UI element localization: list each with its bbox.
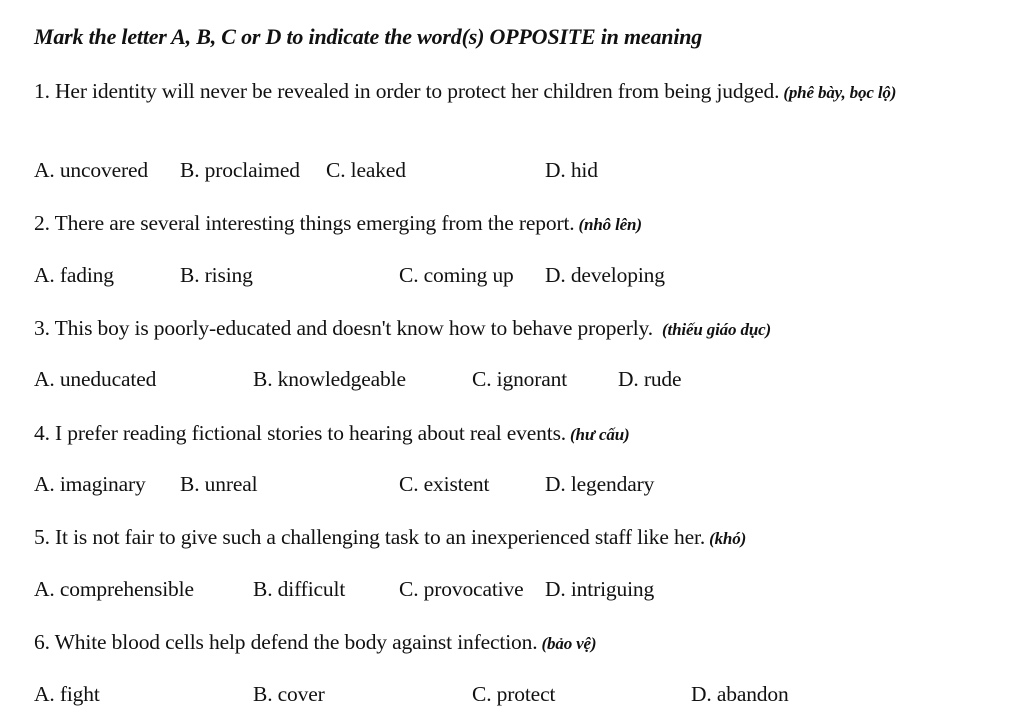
question-3 (34, 315, 771, 343)
q4-option-b: B. unreal (180, 472, 258, 496)
q1-option-a: A. uncovered (34, 158, 149, 182)
q6-option-a: A. fight (34, 682, 100, 706)
q4-option-d: D. legendary (545, 472, 655, 496)
instruction-heading: Mark the letter A, B, C or D to indicate the word(s) OPPOSITE in meaning (34, 24, 703, 49)
q2-option-d: D. developing (545, 263, 665, 287)
q3-option-a: A. uneducated (34, 367, 157, 391)
q5-option-b: B. difficult (253, 577, 346, 601)
q1-option-d: D. hid (545, 158, 598, 182)
q4-option-a: A. imaginary (34, 472, 146, 496)
question-4 (34, 420, 630, 448)
question-1 (34, 78, 1019, 106)
question-6-hint: (bảo vệ) (541, 634, 597, 653)
q2-option-c: C. coming up (399, 263, 514, 287)
q5-option-c: C. provocative (399, 577, 524, 601)
question-4-text: 4. I prefer reading fictional stories to hearing about real events. (34, 421, 567, 445)
question-5-hint: (khó) (709, 529, 747, 548)
q6-option-b: B. cover (253, 682, 325, 706)
question-1-text: 1. Her identity will never be revealed in order to protect her children from being judged. (34, 79, 780, 103)
question-3-hint: (thiếu giáo dục) (661, 320, 772, 339)
q3-option-c: C. ignorant (472, 367, 568, 391)
question-4-hint: (hư cấu) (570, 425, 630, 444)
q5-option-a: A. comprehensible (34, 577, 194, 601)
question-3-text: 3. This boy is poorly-educated and doesn't know how to behave properly. (34, 316, 653, 340)
q6-option-c: C. protect (472, 682, 556, 706)
question-2-hint: (nhô lên) (578, 215, 642, 234)
q1-option-b: B. proclaimed (180, 158, 300, 182)
question-1-hint: (phê bày, bọc lộ) (783, 83, 897, 102)
question-6 (34, 629, 596, 657)
q1-option-c: C. leaked (326, 158, 406, 182)
q3-option-b: B. knowledgeable (253, 367, 406, 391)
question-5-text: 5. It is not fair to give such a challenging task to an inexperienced staff like her. (34, 525, 706, 549)
question-5 (34, 524, 746, 552)
q3-option-d: D. rude (618, 367, 682, 391)
q2-option-a: A. fading (34, 263, 114, 287)
question-6-text: 6. White blood cells help defend the body against infection. (34, 630, 538, 654)
q6-option-d: D. abandon (691, 682, 789, 706)
q5-option-d: D. intriguing (545, 577, 655, 601)
question-2-text: 2. There are several interesting things emerging from the report. (34, 211, 575, 235)
q4-option-c: C. existent (399, 472, 490, 496)
question-2 (34, 210, 642, 238)
q2-option-b: B. rising (180, 263, 253, 287)
